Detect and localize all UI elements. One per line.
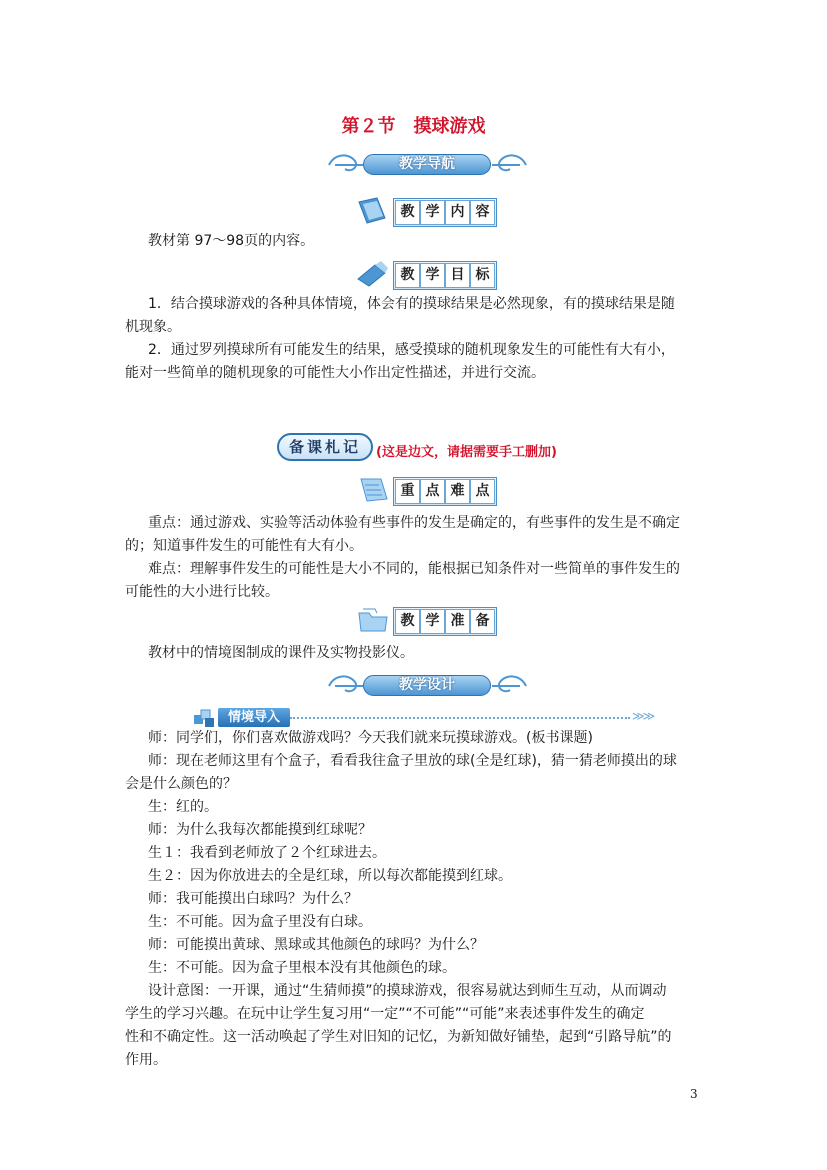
dialogue-line: 生２：因为你放进去的全是红球，所以每次都能摸到红球。	[148, 868, 512, 884]
heading-char: 标	[470, 263, 495, 288]
content-paragraph	[125, 230, 703, 253]
key-point-line: 的；知道事件发生的可能性有大有小。	[125, 538, 363, 554]
section-situation-intro	[192, 707, 662, 729]
goal-line: 1．结合摸球游戏的各种具体情境，体会有的摸球结果是必然现象，有的摸球结果是随	[148, 296, 675, 312]
cubes-icon	[192, 707, 216, 729]
heading-char: 容	[470, 200, 495, 225]
section-label: 情境导入	[218, 708, 290, 727]
dialogue-line: 师：现在老师这里有个盒子，看看我往盒子里放的球(全是红球)，猜一猜老师摸出的球	[148, 753, 677, 769]
section-dotted-line	[290, 717, 630, 719]
heading-chars	[393, 607, 497, 636]
notes-hint: (这是边文，请据需要手工删加)	[376, 445, 557, 460]
heading-char: 难	[445, 479, 470, 504]
double-arrow-icon: ≫≫	[632, 709, 654, 723]
heading-char: 教	[395, 609, 420, 634]
dialogue-line: 生：不可能。因为盒子里根本没有其他颜色的球。	[148, 960, 456, 976]
banner-teaching-navigation	[325, 151, 530, 179]
design-intent-line: 作用。	[125, 1052, 167, 1068]
banner-teaching-design	[325, 672, 530, 700]
preparation-text: 教材中的情境图制成的课件及实物投影仪。	[148, 645, 414, 661]
dialogue-line: 师：我可能摸出白球吗？为什么？	[148, 891, 358, 907]
goal-line: 能对一些简单的随机现象的可能性大小作出定性描述，并进行交流。	[125, 365, 545, 381]
heading-chars	[393, 477, 497, 506]
heading-chars	[393, 261, 497, 290]
heading-chars	[393, 198, 497, 227]
content-text: 教材第 97～98页的内容。	[148, 233, 315, 249]
heading-char: 准	[445, 609, 470, 634]
goal-line: 2．通过罗列摸球所有可能发生的结果，感受摸球的随机现象发生的可能性有大有小，	[148, 342, 675, 358]
banner-label: 教学导航	[363, 154, 491, 175]
heading-char: 重	[395, 479, 420, 504]
key-points-paragraph	[125, 512, 703, 604]
key-point-line: 可能性的大小进行比较。	[125, 584, 279, 600]
goals-paragraph	[125, 293, 703, 385]
dialogue-line: 师：可能摸出黄球、黑球或其他颜色的球吗？为什么？	[148, 937, 484, 953]
banner-label: 教学设计	[363, 675, 491, 696]
preparation-paragraph	[125, 642, 703, 665]
heading-char: 点	[420, 479, 445, 504]
heading-char: 点	[470, 479, 495, 504]
heading-char: 学	[420, 263, 445, 288]
dialogue-line: 师：同学们，你们喜欢做游戏吗？今天我们就来玩摸球游戏。(板书课题)	[148, 730, 593, 746]
heading-char: 教	[395, 200, 420, 225]
page-title: 第２节 摸球游戏	[341, 116, 486, 137]
heading-char: 备	[470, 609, 495, 634]
dialogue-line: 生１：我看到老师放了２个红球进去。	[148, 845, 386, 861]
book-icon	[355, 196, 391, 226]
heading-char: 学	[420, 200, 445, 225]
note-icon	[355, 475, 391, 505]
dialogue-line: 生：红的。	[148, 799, 218, 815]
heading-char: 内	[445, 200, 470, 225]
key-point-line: 难点：理解事件发生的可能性是大小不同的，能根据已知条件对一些简单的事件发生的	[148, 561, 680, 577]
heading-char: 教	[395, 263, 420, 288]
heading-char: 目	[445, 263, 470, 288]
notes-label: 备课札记	[277, 433, 373, 461]
design-intent-line: 设计意图：一开课，通过“生猜师摸”的摸球游戏，很容易就达到师生互动，从而调动	[148, 983, 667, 999]
page-number: 3	[690, 1087, 698, 1101]
heading-char: 学	[420, 609, 445, 634]
pen-icon	[355, 259, 391, 289]
key-point-line: 重点：通过游戏、实验等活动体验有些事件的发生是确定的，有些事件的发生是不确定	[148, 515, 680, 531]
dialogue-line: 生：不可能。因为盒子里没有白球。	[148, 914, 372, 930]
dialogue-line: 师：为什么我每次都能摸到红球呢？	[148, 822, 372, 838]
dialogue-paragraph	[125, 727, 703, 1072]
design-intent-line: 性和不确定性。这一活动唤起了学生对旧知的记忆，为新知做好铺垫，起到“引路导航”的	[125, 1029, 672, 1045]
folder-icon	[355, 605, 391, 635]
design-intent-line: 学生的学习兴趣。在玩中让学生复习用“一定”“不可能”“可能”来表述事件发生的确定	[125, 1006, 645, 1022]
dialogue-line: 会是什么颜色的？	[125, 776, 237, 792]
goal-line: 机现象。	[125, 319, 181, 335]
